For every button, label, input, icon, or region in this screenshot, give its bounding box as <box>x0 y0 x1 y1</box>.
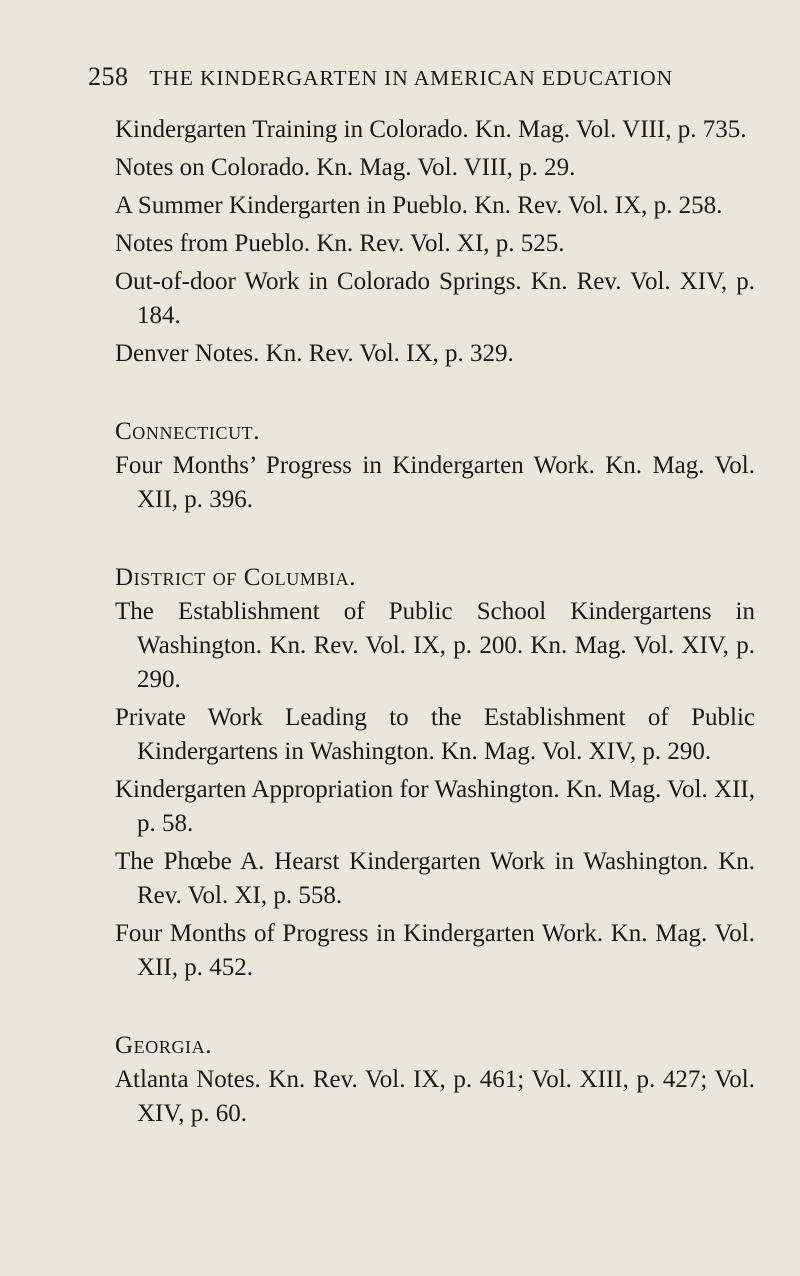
page-number: 258 <box>88 62 129 91</box>
running-title: THE KINDERGARTEN IN AMERICAN EDUCATION <box>149 66 674 90</box>
section-heading: Georgia. <box>115 1032 213 1059</box>
section-georgia <box>115 1029 755 1131</box>
bibliography-entry: Four Months’ Progress in Kindergarten Work. Kn. Mag. Vol. XII, p. 396. <box>115 452 755 513</box>
bibliography-entry: Denver Notes. Kn. Rev. Vol. IX, p. 329. <box>115 340 514 367</box>
bibliography-entry: Kindergarten Training in Colorado. Kn. Mag. Vol. VIII, p. 735. <box>115 116 747 143</box>
bibliography-entry: The Establishment of Public School Kindergartens in Washington. Kn. Rev. Vol. IX, p. 200. Kn. Mag. Vol. XIV, p. 290. <box>115 598 755 693</box>
bibliography-entry: Notes from Pueblo. Kn. Rev. Vol. XI, p. 525. <box>115 230 565 257</box>
bibliography-entry: The Phœbe A. Hearst Kindergarten Work in Washington. Kn. Rev. Vol. XI, p. 558. <box>115 848 755 909</box>
bibliography-entry: Out-of-door Work in Colorado Springs. Kn. Rev. Vol. XIV, p. 184. <box>115 268 755 329</box>
bibliography-body <box>115 113 755 1135</box>
running-head <box>88 62 728 92</box>
bibliography-entry: A Summer Kindergarten in Pueblo. Kn. Rev. Vol. IX, p. 258. <box>115 192 723 219</box>
bibliography-entry: Notes on Colorado. Kn. Mag. Vol. VIII, p. 29. <box>115 154 576 181</box>
bibliography-entry: Atlanta Notes. Kn. Rev. Vol. IX, p. 461; Vol. XIII, p. 427; Vol. XIV, p. 60. <box>115 1066 755 1127</box>
bibliography-entry: Private Work Leading to the Establishment of Public Kindergartens in Washington. Kn. Mag. Vol. XIV, p. 290. <box>115 704 755 765</box>
section-heading: Connecticut. <box>115 418 261 445</box>
bibliography-entry: Four Months of Progress in Kindergarten Work. Kn. Mag. Vol. XII, p. 452. <box>115 920 755 981</box>
section-colorado-continued <box>115 113 755 371</box>
section-district-of-columbia <box>115 561 755 985</box>
bibliography-entry: Kindergarten Appropriation for Washington. Kn. Mag. Vol. XII, p. 58. <box>115 776 755 837</box>
section-connecticut <box>115 415 755 517</box>
section-heading: District of Columbia. <box>115 564 357 591</box>
